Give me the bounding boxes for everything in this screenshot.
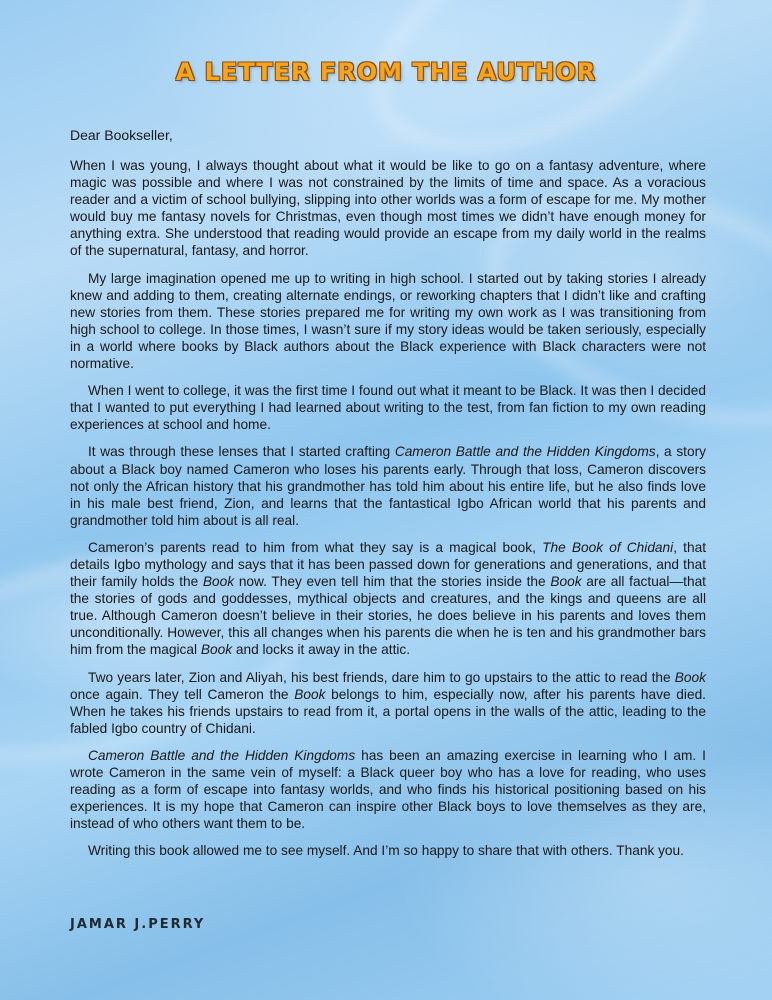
italic-text: Cameron Battle and the Hidden Kingdoms xyxy=(394,444,656,460)
paragraph-text: , that details Igbo mythology and says that it has been passed down for generations and generations, and that their family holds the xyxy=(70,539,706,590)
paragraph-text: My large imagination opened me up to writing in high school. I started out by taking stories I already knew and adding to them, creating alternate endings, or reworking chapters that I didn’t like and crafting new stories from them. These stories prepared me for writing my own work as I was transitioning from high school to college. In those times, I wasn’t sure if my story ideas would be taken seriously, especially in a world where books by Black authors about the Black experience with Black characters were not normative. xyxy=(70,270,706,372)
italic-text: Book xyxy=(202,574,235,590)
paragraph-text: are all factual—that the stories of gods and goddesses, mythical objects and creatures, and the kings and queens are all true. Although Cameron doesn’t believe in their stories, he does believe in his parents and loves them unconditionally. However, this all changes when his parents die when he is ten and his grandmother bars him from the magical xyxy=(70,574,706,658)
italic-text: The Book of Chidani xyxy=(542,539,674,555)
paragraph-text: Two years later, Zion and Aliyah, his best friends, dare him to go upstairs to the attic to read the xyxy=(88,669,675,685)
paragraph-text: and locks it away in the attic. xyxy=(232,642,411,658)
letter-body xyxy=(70,157,706,869)
italic-text: Cameron Battle and the Hidden Kingdoms xyxy=(88,747,356,763)
italic-text: Book xyxy=(200,642,233,658)
paragraph-text: Cameron’s parents read to him from what they say is a magical book, xyxy=(88,539,543,555)
author-signature: JAMAR J.PERRY xyxy=(70,917,206,932)
letter-paragraph xyxy=(70,157,706,260)
letter-paragraph xyxy=(70,669,706,737)
page-title: A LETTER FROM THE AUTHOR xyxy=(175,58,597,86)
italic-text: Book xyxy=(550,574,582,590)
paragraph-text: belongs to him, especially now, after his parents have died. When he takes his friends upstairs to read from it, a portal opens in the walls of the attic, leading to the fabled Igbo country of Chidani. xyxy=(70,686,706,736)
italic-text: Book xyxy=(674,669,706,685)
letter-paragraph xyxy=(70,747,706,832)
paragraph-text: Writing this book allowed me to see myself. And I’m so happy to share that with others. Thank you. xyxy=(88,843,684,859)
paragraph-text: once again. They tell Cameron the xyxy=(70,686,295,702)
letter-paragraph xyxy=(70,539,706,659)
paragraph-text: , a story about a Black boy named Cameron who loses his parents early. Through that loss, Cameron discovers not only the African history that his grandmother has told him about his entire life, but he also finds love in his male best friend, Zion, and learns that the fantastical Igbo African world that his parents and grandmother told him about is all real. xyxy=(70,444,706,528)
paragraph-text: When I went to college, it was the first time I found out what it meant to be Black. It was then I decided that I wanted to put everything I had learned about writing to the test, from fan fiction to my own reading experiences at school and home. xyxy=(70,383,706,433)
letter-paragraph xyxy=(70,443,706,528)
letter-paragraph xyxy=(70,382,706,433)
letter-paragraph xyxy=(70,270,706,373)
paragraph-text: When I was young, I always thought about what it would be like to go on a fantasy adventure, where magic was possible and where I was not constrained by the limits of time and space. As a voracious reader and a victim of school bullying, slipping into other worlds was a form of escape for me. My mother would buy me fantasy novels for Christmas, even though most times we didn’t have enough money for anything extra. She understood that reading would provide an escape from my daily world in the realms of the supernatural, fantasy, and horror. xyxy=(70,158,706,259)
paragraph-text: has been an amazing exercise in learning who I am. I wrote Cameron in the same vein of myself: a Black queer boy who has a love for reading, who uses reading as a form of escape into fantasy worlds, and who finds his historical positioning based on his experiences. It is my hope that Cameron can inspire other Black boys to love themselves as they are, instead of who others want them to be. xyxy=(70,747,706,832)
paragraph-text: now. They even tell him that the stories inside the xyxy=(234,574,551,590)
salutation: Dear Bookseller, xyxy=(70,127,173,143)
letter-paragraph xyxy=(70,842,706,859)
paragraph-text: It was through these lenses that I started crafting xyxy=(88,444,395,460)
italic-text: Book xyxy=(294,686,326,702)
